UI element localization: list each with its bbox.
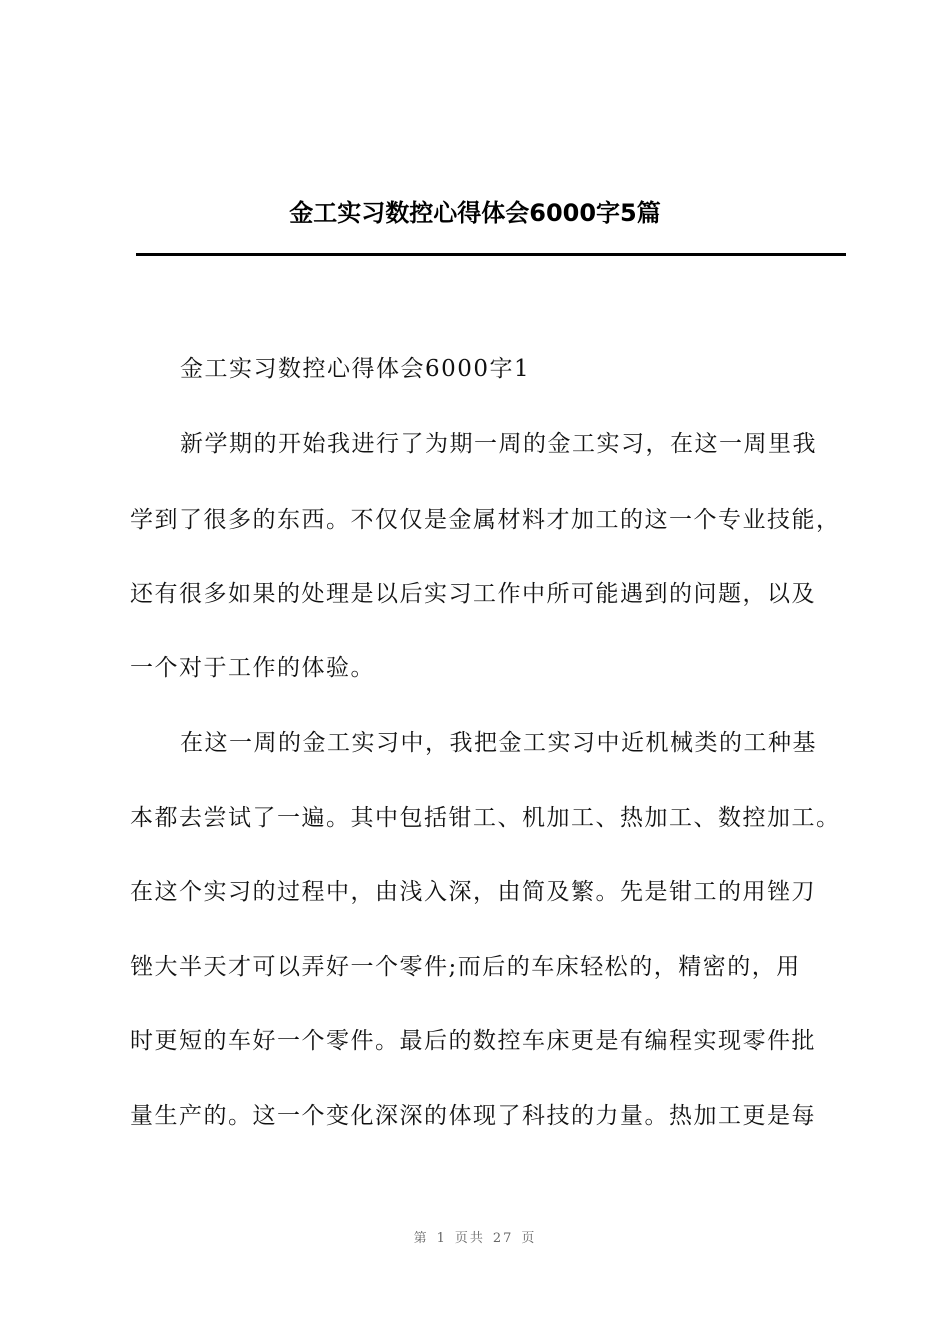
footer-page-prefix: 第 [413,1231,429,1246]
footer-page-total: 27 [492,1231,514,1246]
paragraph-line: 新学期的开始我进行了为期一周的金工实习，在这一周里我 [180,431,817,457]
footer-page-number: 1 [436,1231,447,1246]
section-heading: 金工实习数控心得体会6000字1 [180,356,531,382]
paragraph-line: 还有很多如果的处理是以后实习工作中所可能遇到的问题，以及 [130,581,816,607]
paragraph-line: 在这个实习的过程中，由浅入深，由简及繁。先是钳工的用锉刀 [130,879,816,905]
footer-page-suffix: 页 [521,1231,537,1246]
page-title: 金工实习数控心得体会6000字5篇 [289,199,661,227]
paragraph-line: 学到了很多的东西。不仅仅是金属材料才加工的这一个专业技能， [130,507,841,533]
paragraph-line: 本都去尝试了一遍。其中包括钳工、机加工、热加工、数控加工。 [130,805,841,831]
page-footer [0,1230,950,1248]
paragraph-line: 在这一周的金工实习中，我把金工实习中近机械类的工种基 [180,730,817,756]
title-divider [136,253,846,256]
paragraph-line: 一个对于工作的体验。 [130,655,375,681]
paragraph-line: 锉大半天才可以弄好一个零件;而后的车床轻松的，精密的，用 [130,954,801,980]
paragraph-line: 量生产的。这一个变化深深的体现了科技的力量。热加工更是每 [130,1103,816,1129]
footer-page-mid: 页共 [454,1231,485,1246]
paragraph-line: 时更短的车好一个零件。最后的数控车床更是有编程实现零件批 [130,1028,816,1054]
